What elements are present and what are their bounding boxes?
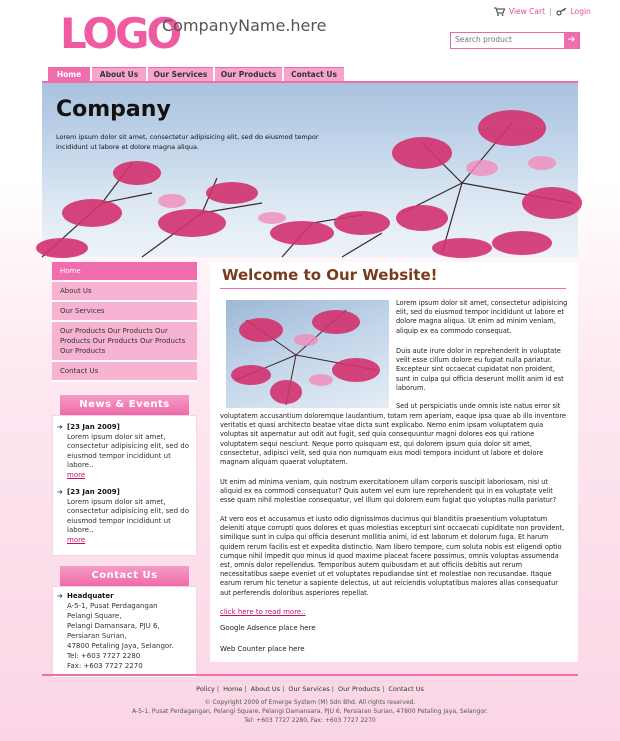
banner-title: Company: [56, 97, 171, 122]
news-date: [23 Jan 2009]: [67, 423, 120, 431]
web-counter-placeholder: Web Counter place here: [220, 645, 305, 653]
sidebar-item-our-services[interactable]: Our Services: [52, 302, 197, 322]
footer-address: A-5-1, Pusat Perdagangan, Pelangi Square, Pelangi Damansara, PJU 6, Persiaran Surian, 47800 Petaling Jaya, Selangor.: [132, 708, 488, 715]
contact-line: 47800 Petaling Jaya, Selangor.: [67, 642, 174, 650]
account-links: [494, 7, 591, 16]
paragraph: voluptatem accusantium doloremque laudantium, totam rem aperiam, eaque ipsa quae ab illo inventore veritatis et quasi architecto beatae vitae dicta sunt explicabo. Nemo enim ipsam voluptatem quia voluptas sit aspernatur aut odit aut fugit, sed quia consequuntur magni dolores eos qui ratione voluptatem sequi nesciunt. Neque porro quisquam est, qui dolorem ipsum quia dolor sit amet, consectetur, adipisci velit, sed quia non numquam eius modi tempora incidunt ut labore et dolore magnam aliquam quaerat voluptatem.: [220, 412, 566, 467]
contact-block: [53, 587, 196, 677]
tab-contact-us[interactable]: Contact Us: [284, 67, 344, 82]
main-photo: [226, 300, 389, 408]
link-separator: |: [549, 7, 552, 16]
copyright-text: © Copyright 2009 of Emerge System (M) Sdn Bhd. All rights reserved.: [204, 699, 416, 706]
key-icon[interactable]: [556, 7, 567, 16]
footer-link-our-products[interactable]: Our Products: [338, 685, 381, 693]
contact-box: [52, 586, 197, 678]
news-events-box: [52, 415, 197, 556]
intro-paragraph: Lorem ipsum dolor sit amet, consectetur adipisicing elit, sed do eiusmod tempor incididunt ut labore et dolore magna aliqua. Ut enim ad minim veniam, aliquip ex ea commodo consequat.: [396, 299, 568, 335]
tab-our-services[interactable]: Our Services: [148, 67, 213, 82]
adsense-placeholder: Google Adsence place here: [220, 624, 316, 632]
search-box: [450, 32, 580, 49]
foliage-photo-image: [226, 300, 389, 408]
cart-icon[interactable]: [494, 7, 505, 16]
tab-about-us[interactable]: About Us: [92, 67, 146, 82]
contact-line: Persiaran Surian,: [67, 632, 127, 640]
footer-contact: Tel: +603 7727 2280, Fax: +603 7727 2270: [244, 717, 376, 724]
paragraph: Duis aute irure dolor in reprehenderit in voluptate velit esse cillum dolore eu fugiat nulla pariatur. Excepteur sint occaecat cupidatat non proident, sunt in culpa qui officia deserunt mollit anim id est laborum.: [396, 347, 564, 392]
page-title: Welcome to Our Website!: [222, 266, 438, 284]
news-more-link[interactable]: more: [67, 535, 86, 544]
footer-link-home[interactable]: Home: [223, 685, 243, 693]
login-link[interactable]: Login: [570, 7, 591, 16]
hero-banner: [42, 83, 578, 257]
paragraph: Ut enim ad minima veniam, quis nostrum exercitationem ullam corporis suscipit laboriosam, nisi ut aliquid ex ea commodi consequatur? Quis autem vel eum iure reprehenderit qui in ea voluptate velit esse quam nihil molestiae consequatur, vel illum qui dolorem eum fugiat quo voluptas nulla pariatur?: [220, 478, 557, 505]
news-item: [53, 419, 196, 484]
sidebar-item-home[interactable]: Home: [52, 262, 197, 282]
main-nav: [48, 67, 344, 82]
read-more-link[interactable]: click here to read more..: [220, 608, 306, 616]
contact-line: Pelangi Damansara, PJU 6,: [67, 622, 160, 630]
paragraph: Sed ut perspiciatis unde omnis iste natus error sit: [396, 402, 561, 410]
contact-fax: Fax: +603 7727 2270: [67, 662, 143, 670]
contact-us-heading: Contact Us: [60, 566, 189, 586]
contact-line: Pelangi Square,: [67, 612, 122, 620]
news-text: Lorem ipsum dolor sit amet, consectetur adipisicing elit, sed do eiusmod tempor incididunt ut labore..: [67, 432, 190, 469]
news-more-link[interactable]: more: [67, 470, 86, 479]
news-events-heading: News & Events: [60, 395, 189, 415]
footer-link-policy[interactable]: Policy: [196, 685, 215, 693]
sidebar-item-contact-us[interactable]: Contact Us: [52, 362, 197, 382]
footer-nav: Policy | Home | About Us | Our Services | Our Products | Contact Us: [196, 685, 424, 693]
view-cart-link[interactable]: View Cart: [509, 7, 546, 16]
contact-line: A-5-1, Pusat Perdagangan: [67, 602, 158, 610]
footer-link-our-services[interactable]: Our Services: [288, 685, 330, 693]
tab-our-products[interactable]: Our Products: [215, 67, 282, 82]
sidebar: [52, 262, 197, 678]
footer-link-about-us[interactable]: About Us: [250, 685, 281, 693]
news-item: [53, 484, 196, 549]
footer-copyright: [0, 698, 620, 725]
search-button[interactable]: [564, 33, 579, 48]
tab-home[interactable]: Home: [48, 67, 90, 82]
logo-text: LOGO: [60, 9, 180, 58]
arrow-right-icon: ➜: [57, 423, 63, 431]
news-date: [23 Jan 2009]: [67, 488, 120, 496]
arrow-right-icon: ➜: [57, 488, 63, 496]
contact-heading: Headquater: [67, 592, 114, 600]
arrow-right-icon: ➔: [567, 35, 576, 45]
logo[interactable]: [60, 9, 180, 58]
contact-tel: Tel: +603 7727 2280: [67, 652, 141, 660]
sidebar-item-our-products[interactable]: Our Products Our Products Our Products Our Products Our Products Our Products: [52, 322, 197, 362]
arrow-right-icon: ➜: [57, 592, 63, 600]
banner-text: Lorem ipsum dolor sit amet, consectetur adipisicing elit, sed do eiusmod tempor incididunt ut labore et dolore magna aliqua.: [56, 133, 319, 151]
sidebar-item-about-us[interactable]: About Us: [52, 282, 197, 302]
company-name: CompanyName.here: [162, 16, 327, 35]
footer-link-contact-us[interactable]: Contact Us: [388, 685, 424, 693]
paragraph: At vero eos et accusamus et iusto odio dignissimos ducimus qui blanditiis praesentium voluptatum deleniti atque corrupti quos dolores et quas molestias excepturi sint occaecati cupiditate non provident, similique sunt in culpa qui officia deserunt mollitia animi, id est laborum et dolorum fuga. Et harum quidem rerum facilis est et expedita distinctio. Nam libero tempore, cum soluta nobis est eligendi optio cumque nihil impedit quo minus id quod maxime placeat facere possimus, omnis voluptas assumenda est, omnis dolor repellendus. Temporibus autem quibusdam et aut officiis debitis aut rerum necessitatibus saepe eveniet ut et voluptates repudiandae sint et molestiae non recusandae. Itaque earum rerum hic tenetur a sapiente delectus, ut aut reiciendis voluptatibus maiores alias consequatur aut perferendis doloribus asperiores repellat.: [220, 515, 565, 597]
title-divider: [220, 288, 566, 289]
search-input[interactable]: [451, 33, 565, 46]
news-text: Lorem ipsum dolor sit amet, consectetur adipisicing elit, sed do eiusmod tempor incididunt ut labore..: [67, 497, 190, 534]
footer-divider: [42, 674, 578, 676]
